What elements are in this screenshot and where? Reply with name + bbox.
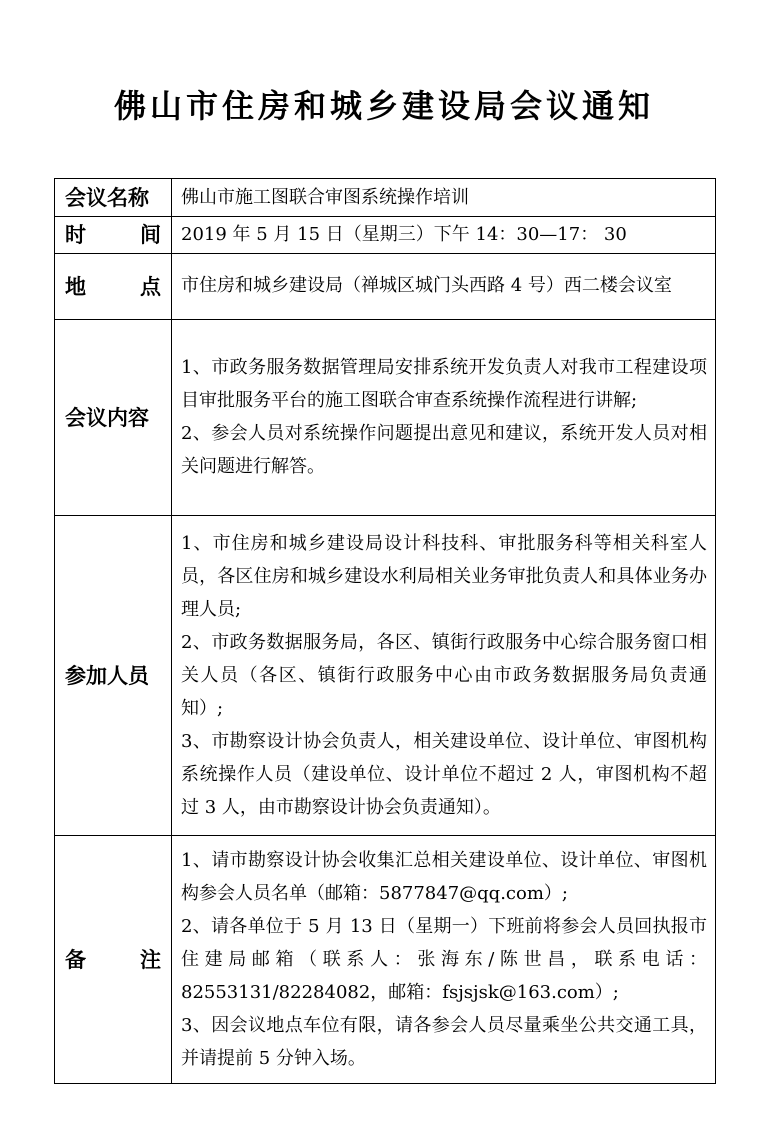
- label-text: 参加人员: [65, 663, 149, 688]
- table-row-time: [55, 217, 716, 254]
- label-char: 点: [140, 274, 161, 299]
- value-remarks: [172, 836, 716, 1084]
- list-item: 3、因会议地点车位有限，请各参会人员尽量乘坐公共交通工具，并请提前 5 分钟入场。: [181, 1014, 707, 1069]
- meeting-info-table: [54, 178, 716, 1084]
- list-item: 1、市政务服务数据管理局安排系统开发负责人对我市工程建设项目审批服务平台的施工图联合审查系统操作流程进行讲解;: [181, 357, 707, 411]
- table-row-content: [55, 320, 716, 516]
- label-char: 时: [65, 223, 86, 247]
- value-participants: [172, 516, 716, 836]
- value-time: 2019 年 5 月 15 日（星期三）下午 14：30—17： 30: [172, 217, 716, 254]
- value-content: [172, 320, 716, 516]
- list-item: 1、请市勘察设计协会收集汇总相关建设单位、设计单位、审图机构参会人员名单（邮箱：5877847@qq.com）;: [181, 849, 707, 904]
- list-item: 3、市勘察设计协会负责人，相关建设单位、设计单位、审图机构系统操作人员（建设单位、设计单位不超过 2 人，审图机构不超过 3 人，由市勘察设计协会负责通知）。: [181, 730, 707, 818]
- label-char: 地: [65, 274, 86, 299]
- label-place: [55, 254, 172, 320]
- table-row-participants: [55, 516, 716, 836]
- label-char: 间: [140, 223, 161, 247]
- label-time: [55, 217, 172, 254]
- label-text: 会议内容: [65, 405, 149, 430]
- value-place: 市住房和城乡建设局（禅城区城门头西路 4 号）西二楼会议室: [172, 254, 716, 320]
- list-item: 2、请各单位于 5 月 13 日（星期一）下班前将参会人员回执报市住建局邮箱（联系人：张海东/陈世昌，联系电话：82553131/82284082，邮箱：fsjsjsk@163.com）;: [181, 915, 707, 1003]
- table-row-remarks: [55, 836, 716, 1084]
- list-item: 2、市政务数据服务局，各区、镇街行政服务中心综合服务窗口相关人员（各区、镇街行政服务中心由市政务数据服务局负责通知）;: [181, 631, 707, 719]
- label-char: 备: [65, 947, 86, 972]
- notice-title: 佛山市住房和城乡建设局会议通知: [113, 87, 654, 125]
- label-meeting-name: [55, 179, 172, 217]
- list-item: 2、参会人员对系统操作问题提出意见和建议，系统开发人员对相关问题进行解答。: [181, 423, 707, 477]
- list-item: 1、市住房和城乡建设局设计科技科、审批服务科等相关科室人员，各区住房和城乡建设水利局相关业务审批负责人和具体业务办理人员;: [181, 532, 707, 620]
- label-participants: [55, 516, 172, 836]
- label-text: 会议名称: [65, 185, 149, 210]
- value-meeting-name: 佛山市施工图联合审图系统操作培训: [172, 179, 716, 217]
- table-row-meeting-name: [55, 179, 716, 217]
- label-remarks: [55, 836, 172, 1084]
- label-char: 注: [140, 947, 161, 972]
- label-content: [55, 320, 172, 516]
- table-row-place: [55, 254, 716, 320]
